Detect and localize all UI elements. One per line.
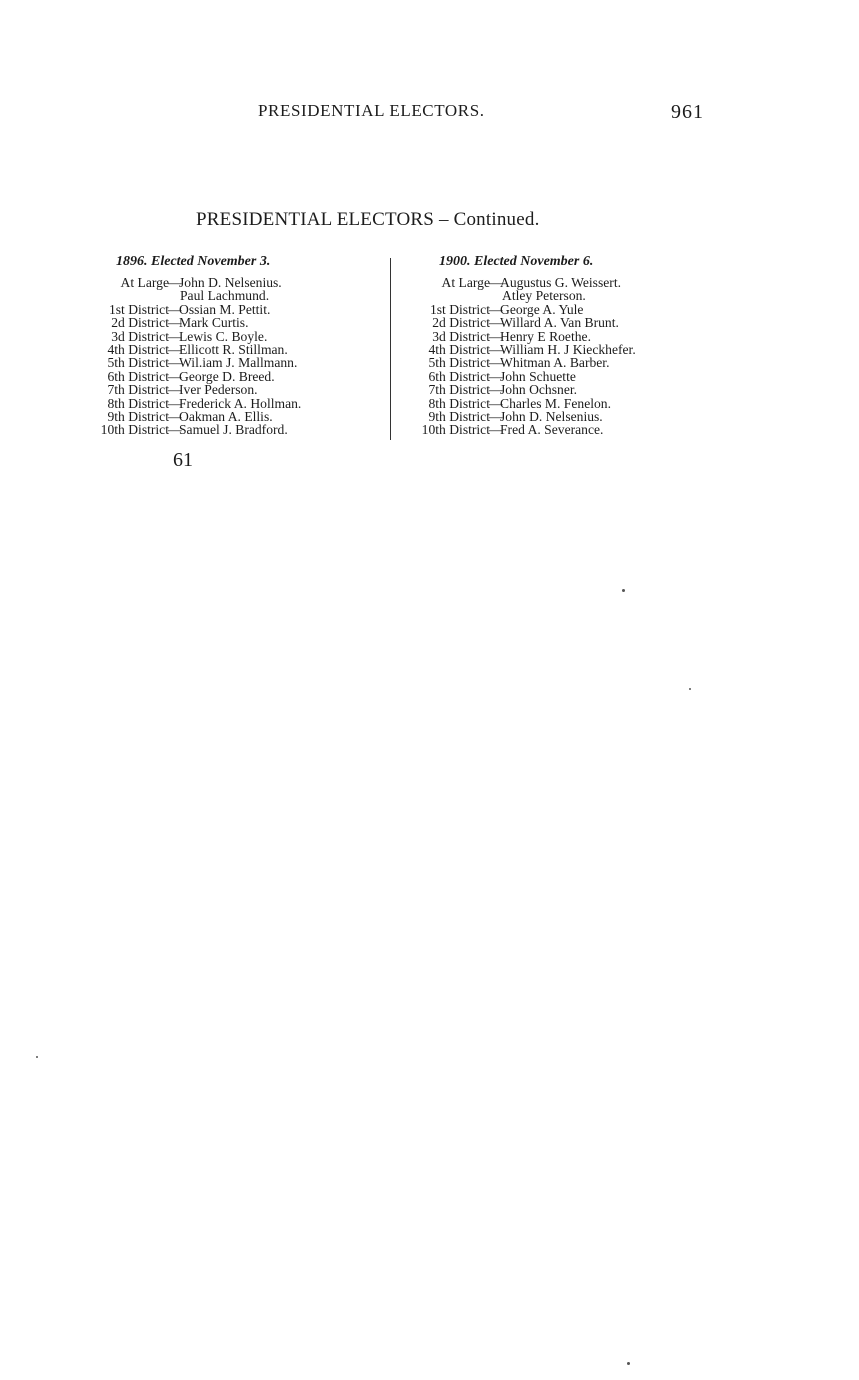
column-year: 1896. [116,254,148,269]
em-dash: — [489,315,503,331]
district-label: 2d District [111,315,169,331]
elector-row [0,397,859,410]
elector-row [0,316,859,329]
column-heading-1896 [116,254,270,270]
elector-row [0,423,859,436]
folio-number: 961 [671,101,704,123]
elector-name: Augustus G. Weissert. [500,275,621,290]
em-dash: — [168,315,182,331]
scan-speck [36,1056,38,1058]
em-dash: — [168,341,182,357]
page-number: 61 [173,449,193,471]
elector-name: Mark Curtis. [179,315,249,331]
electors-list-1900 [0,276,859,437]
elector-name: Wil.iam J. Mallmann. [179,355,298,371]
scan-speck [622,589,625,592]
em-dash: — [489,301,503,317]
em-dash: — [489,328,503,344]
elector-name: Atley Peterson. [502,288,586,304]
elector-name: William H. J Kieckhefer. [500,341,636,357]
district-label: 2d District [432,315,490,331]
district-label: 6th District [107,368,169,384]
em-dash: — [168,382,182,398]
district-label: 1st District [108,301,169,317]
district-label: 4th District [428,341,490,357]
district-label: 10th District [421,422,490,438]
elector-name: Ossian M. Pettit. [179,301,271,317]
em-dash: — [168,328,182,344]
column-year: 1900. [439,254,471,269]
elector-name: John D. Nelsenius. [179,275,282,290]
elector-name: Whitman A. Barber. [500,355,610,371]
elector-row [0,343,859,356]
em-dash: — [489,355,503,371]
elector-name: Henry E Roethe. [500,328,591,344]
district-label: 8th District [428,395,490,411]
elector-row [0,370,859,383]
running-head-title: PRESIDENTIAL ELECTORS. [258,101,485,120]
elector-name: Ellicott R. Stillman. [179,341,288,357]
column-heading-1900 [439,254,593,270]
district-label: At Large [120,275,169,290]
district-label: 5th District [107,355,169,371]
district-label: 9th District [428,408,490,424]
elector-name: Fred A. Severance. [500,422,604,438]
section-title: PRESIDENTIAL ELECTORS – Continued. [196,209,540,230]
em-dash: — [489,275,503,290]
district-label: 1st District [429,301,490,317]
em-dash: — [168,355,182,371]
district-label: 3d District [111,328,169,344]
em-dash: — [168,368,182,384]
elector-name: John Ochsner. [500,382,578,398]
elector-name: Frederick A. Hollman. [179,395,302,411]
em-dash: — [489,382,503,398]
district-label: 8th District [107,395,169,411]
elector-row [0,410,859,423]
elector-name: George A. Yule [500,301,584,317]
em-dash: — [168,422,182,438]
em-dash: — [489,422,503,438]
em-dash: — [168,408,182,424]
elector-name: John Schuette [500,368,576,384]
elector-row [0,289,859,302]
elector-name: John D. Nelsenius. [500,408,603,424]
em-dash: — [168,301,182,317]
column-election-date: Elected November 6. [474,254,594,269]
scan-speck [689,688,691,690]
elector-name: George D. Breed. [179,368,275,384]
district-label: 9th District [107,408,169,424]
district-label: 10th District [100,422,169,438]
district-label: 7th District [107,382,169,398]
scan-speck [627,1362,630,1365]
elector-row [0,303,859,316]
district-label: 6th District [428,368,490,384]
elector-name: Charles M. Fenelon. [500,395,612,411]
elector-name: Willard A. Van Brunt. [500,315,619,331]
em-dash: — [168,395,182,411]
district-label: 3d District [432,328,490,344]
em-dash: — [489,368,503,384]
elector-name: Iver Pederson. [179,382,258,398]
em-dash: — [168,275,182,290]
elector-row [0,276,859,289]
elector-name: Samuel J. Bradford. [179,422,288,438]
elector-name: Paul Lachmund. [180,288,270,304]
elector-row [0,330,859,343]
column-election-date: Elected November 3. [151,254,271,269]
district-label: At Large [441,275,490,290]
district-label: 7th District [428,382,490,398]
em-dash: — [489,341,503,357]
elector-row [0,356,859,369]
district-label: 4th District [107,341,169,357]
elector-name: Lewis C. Boyle. [179,328,268,344]
em-dash: — [489,408,503,424]
elector-name: Oakman A. Ellis. [179,408,273,424]
district-label: 5th District [428,355,490,371]
elector-row [0,383,859,396]
em-dash: — [489,395,503,411]
